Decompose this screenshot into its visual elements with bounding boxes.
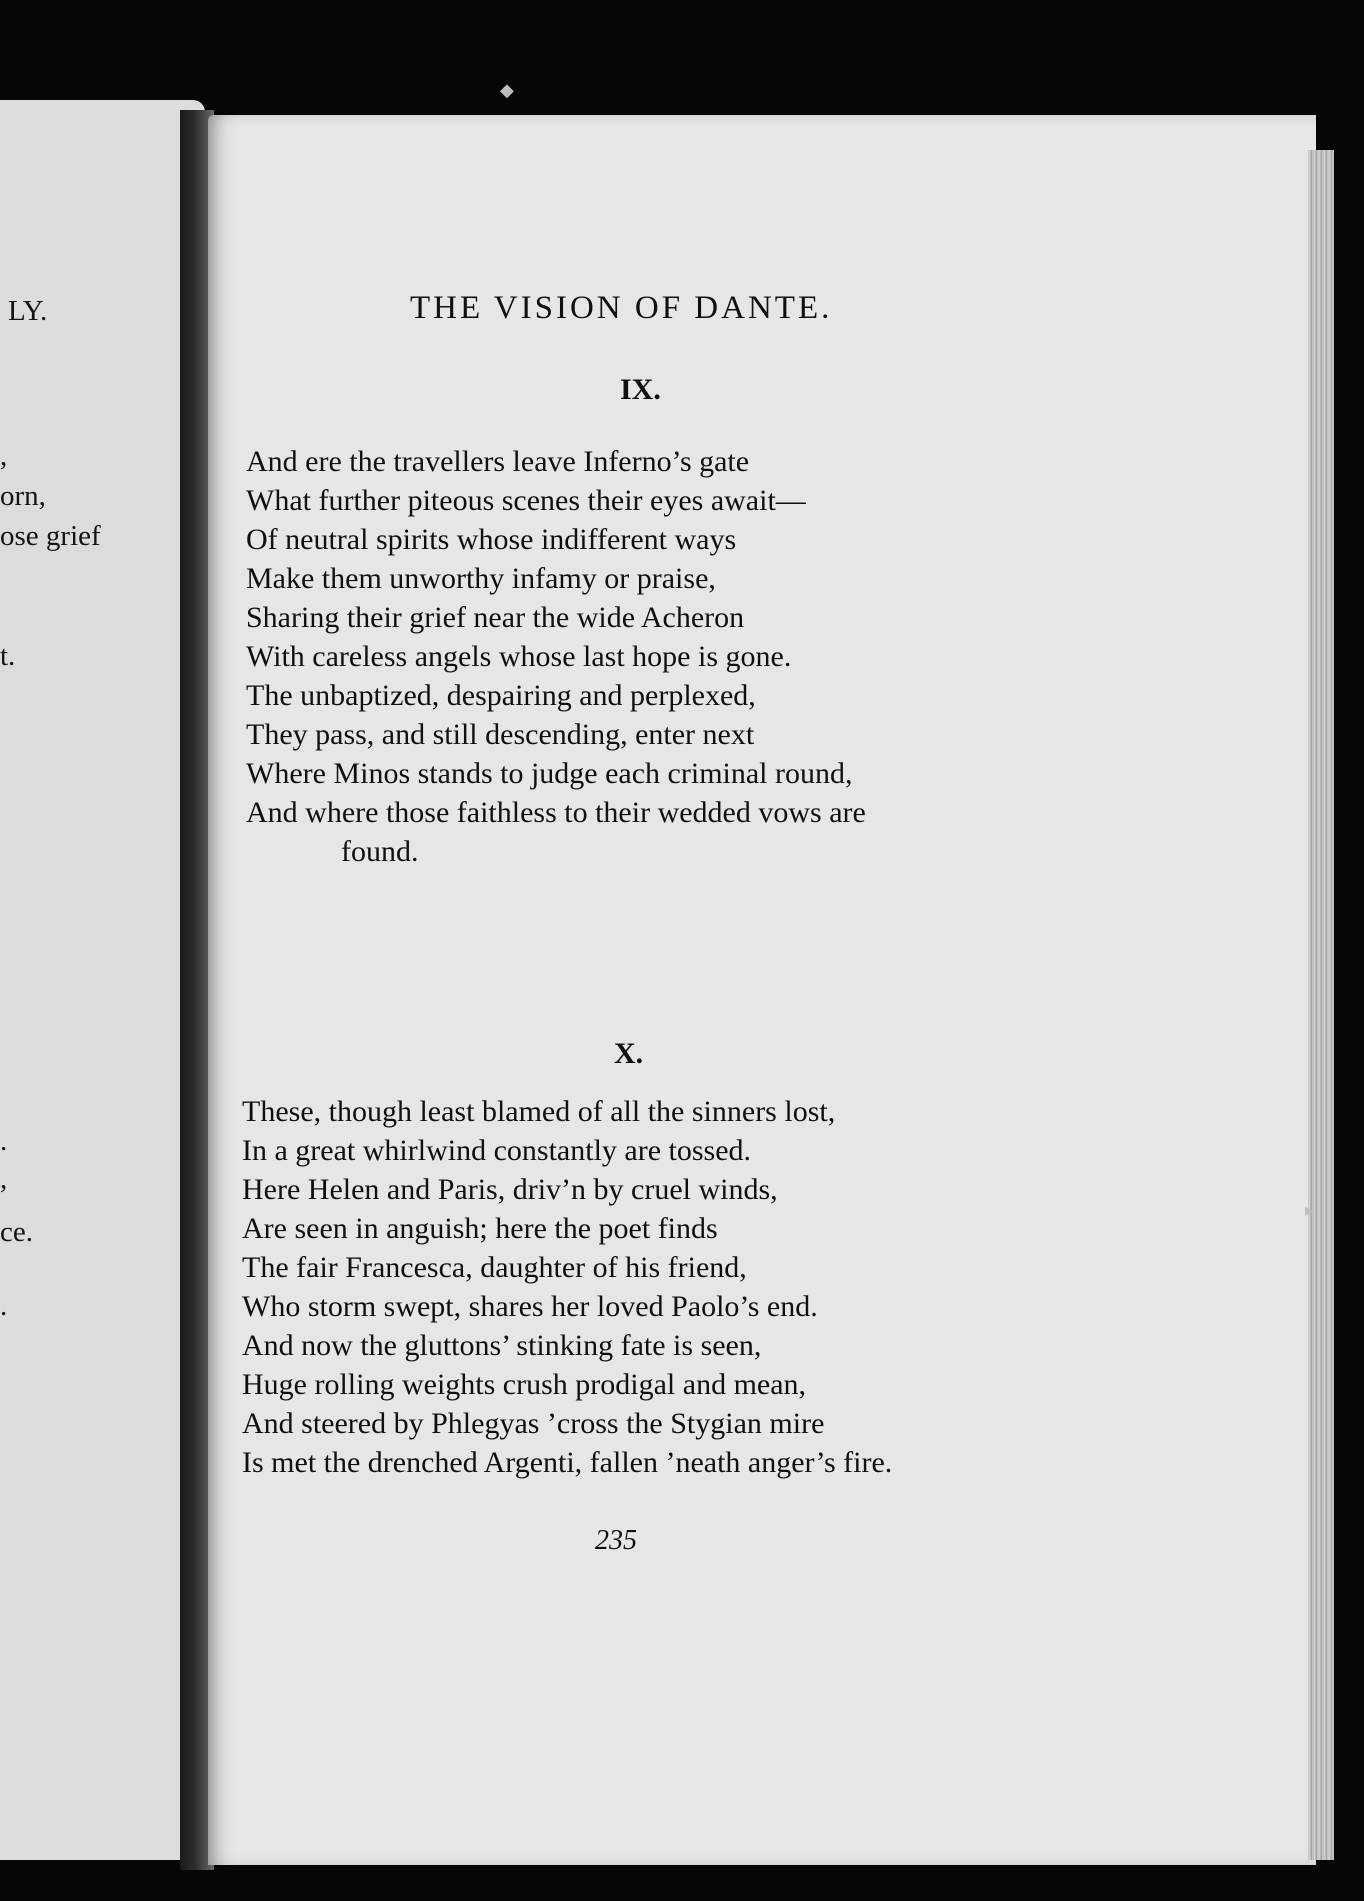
verse-line: Who storm swept, shares her loved Paolo’s end. (242, 1290, 818, 1323)
scan-speck: ▸ (1305, 1200, 1315, 1220)
verse-line: The unbaptized, despairing and perplexed, (246, 679, 756, 712)
verse-line: And steered by Phlegyas ’cross the Stygian mire (242, 1407, 825, 1440)
left-page-fragment: ose grief (0, 520, 101, 552)
verse-line: These, though least blamed of all the sinners lost, (242, 1095, 836, 1128)
verse-line: The fair Francesca, daughter of his friend, (242, 1251, 747, 1284)
verse-line: What further piteous scenes their eyes await— (246, 484, 806, 517)
verse-line: And where those faithless to their wedded vows are (246, 796, 866, 829)
left-page-fragment: t. (0, 640, 16, 672)
verse-line: In a great whirlwind constantly are tossed. (242, 1134, 752, 1167)
verse-line: They pass, and still descending, enter next (246, 718, 755, 751)
verse-line: Of neutral spirits whose indifferent ways (246, 523, 737, 556)
verse-line: Make them unworthy infamy or praise, (246, 562, 716, 595)
verse-line: And now the gluttons’ stinking fate is seen, (242, 1329, 762, 1362)
section-number-x: X. (614, 1037, 644, 1070)
verse-line: Are seen in anguish; here the poet finds (242, 1212, 718, 1245)
stanza-ix (246, 442, 866, 871)
scan-speck: ◆ (500, 80, 514, 100)
left-facing-page (0, 100, 205, 1860)
right-page (208, 115, 1316, 1865)
verse-line-turnover: found. (341, 835, 419, 868)
left-page-fragment: . (0, 1290, 8, 1322)
verse-line: Huge rolling weights crush prodigal and mean, (242, 1368, 807, 1401)
verse-line: And ere the travellers leave Inferno’s gate (246, 445, 750, 478)
page-edge-stack (1308, 150, 1334, 1860)
left-page-fragment: LY. (8, 295, 48, 327)
running-head: THE VISION OF DANTE. (410, 290, 833, 326)
left-page-fragment: ce. (0, 1216, 33, 1248)
verse-line: Here Helen and Paris, driv’n by cruel winds, (242, 1173, 778, 1206)
verse-line: Sharing their grief near the wide Acheron (246, 601, 745, 634)
verse-line: Is met the drenched Argenti, fallen ’neath anger’s fire. (242, 1446, 893, 1479)
verse-line: With careless angels whose last hope is gone. (246, 640, 792, 673)
left-page-fragment: . (0, 1125, 8, 1157)
page-number: 235 (595, 1525, 637, 1556)
stanza-x (242, 1092, 892, 1482)
section-number-ix: IX. (620, 373, 661, 406)
verse-line: Where Minos stands to judge each criminal round, (246, 757, 853, 790)
left-page-fragment: , (0, 440, 8, 472)
left-page-fragment: , (0, 1163, 8, 1195)
left-page-fragment: orn, (0, 480, 46, 512)
